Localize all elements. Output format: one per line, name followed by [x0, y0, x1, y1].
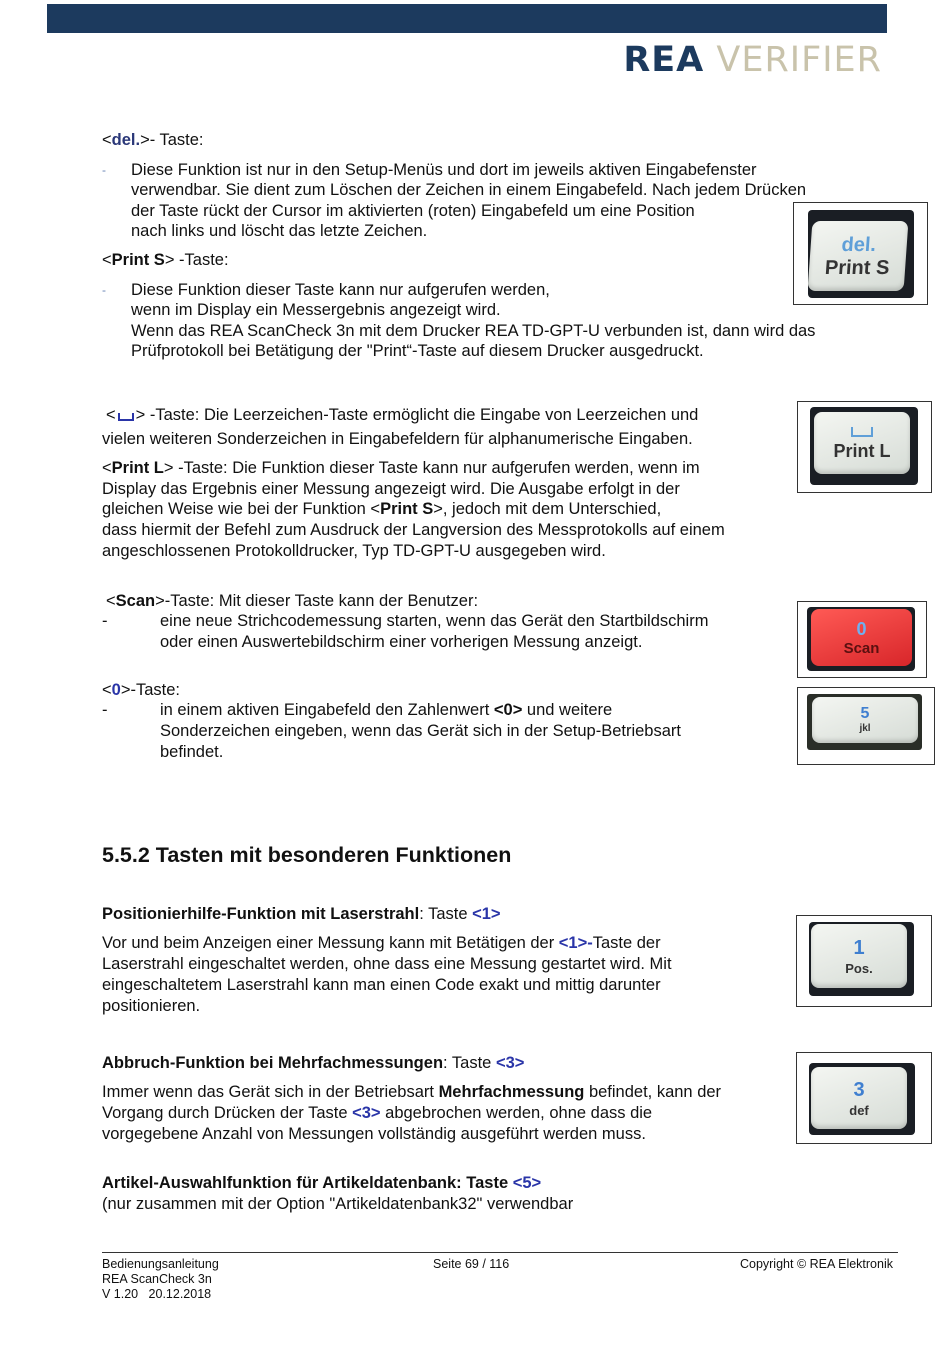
printl-text: >, jedoch mit dem Unterschied, — [433, 500, 662, 518]
prints-line-4: Prüfprotokoll bei Betätigung der "Print“-Taste auf diesem Drucker ausgedruckt. — [131, 342, 704, 360]
footer-doc-type: Bedienungsanleitung — [102, 1257, 219, 1271]
zero-key-name: 0 — [111, 681, 121, 699]
article-line-2: (nur zusammen mit der Option "Artikeldatenbank32" verwendbar — [102, 1195, 574, 1213]
del-print-s-key-image — [793, 202, 928, 305]
zero-line-3: befindet. — [160, 743, 224, 761]
del-print-s-key — [808, 221, 909, 291]
prints-line-1: Diese Funktion dieser Taste kann nur aufgerufen werden, — [131, 281, 550, 299]
pos-text: Vor und beim Anzeigen einer Messung kann mit Betätigen der — [102, 934, 559, 952]
printl-line-4: dass hiermit der Befehl zum Ausdruck der Langversion des Messprotokolls auf einem — [102, 521, 725, 539]
header-bar — [47, 4, 887, 33]
zero-text: in einem aktiven Eingabefeld den Zahlenwert — [160, 701, 494, 719]
space-symbol-icon — [851, 427, 873, 437]
pos-text: Taste der — [592, 934, 661, 952]
del-suffix: - Taste: — [149, 131, 204, 149]
printl-line-2: Display das Ergebnis einer Messung angezeigt wird. Die Ausgabe erfolgt in der — [102, 480, 680, 498]
pos-line-1 — [102, 933, 661, 954]
key-label-bottom: Scan — [843, 639, 880, 657]
pos-line-3: eingeschaltetem Laserstrahl kann man einen Code exakt und mittig darunter — [102, 976, 661, 994]
bullet-dash: - — [102, 701, 108, 719]
footer-product: REA ScanCheck 3n — [102, 1272, 212, 1286]
bracket-open: < — [106, 406, 116, 424]
scan-text: -Taste: Mit dieser Taste kann der Benutzer: — [164, 592, 479, 610]
printl-key-name: Print L — [111, 459, 164, 477]
footer-divider — [102, 1252, 898, 1253]
key-label-top: del. — [840, 233, 877, 256]
bracket-close: > — [120, 681, 131, 699]
bracket-open: < — [102, 459, 112, 477]
bracket-open: < — [102, 681, 112, 699]
scan-line-1: eine neue Strichcodemessung starten, wenn das Gerät den Startbildschirm — [160, 612, 709, 630]
pos-title-bold: Positionierhilfe-Funktion mit Laserstrahl — [102, 905, 420, 923]
three-key-image — [796, 1052, 932, 1144]
del-key-name: del. — [111, 131, 141, 149]
zero-text: -Taste: — [130, 681, 180, 699]
bracket-close: > — [135, 406, 146, 424]
one-key-image — [796, 915, 932, 1007]
abort-text: Vorgang durch Drücken der Taste — [102, 1104, 353, 1122]
brand-bold: REA — [623, 40, 705, 80]
del-line-4: nach links und löscht das letzte Zeichen. — [131, 222, 428, 240]
zero-heading — [102, 680, 180, 701]
key-label-top: 0 — [856, 618, 867, 639]
scan-key-image — [797, 601, 927, 678]
abort-title-bold: Abbruch-Funktion bei Mehrfachmessungen — [102, 1054, 444, 1072]
footer-copyright: Copyright © REA Elektronik — [739, 1257, 893, 1271]
brand-light: VERIFIER — [716, 40, 882, 80]
scan-key — [811, 609, 912, 666]
key-label-top: 3 — [853, 1078, 865, 1101]
prints-suffix: -Taste: — [174, 251, 229, 269]
abort-key-ref: <3> — [352, 1104, 381, 1122]
article-title — [102, 1173, 541, 1194]
abort-text: Immer wenn das Gerät sich in der Betriebsart — [102, 1083, 439, 1101]
space-text: -Taste: Die Leerzeichen-Taste ermöglicht die Eingabe von Leerzeichen und — [145, 406, 699, 424]
pos-title — [102, 904, 501, 925]
key-label-bottom: jkl — [859, 723, 871, 734]
key-label-bottom: Pos. — [845, 960, 873, 976]
key-label-top: 5 — [860, 705, 870, 722]
bracket-open: < — [102, 251, 112, 269]
bracket-close: > — [140, 131, 150, 149]
abort-text: abgebrochen werden, ohne dass die — [380, 1104, 653, 1122]
zero-text: und weitere — [522, 701, 613, 719]
printl-text: gleichen Weise wie bei der Funktion < — [102, 500, 381, 518]
footer-page-number: Seite 69 / 116 — [433, 1257, 510, 1271]
del-line-3: der Taste rückt der Cursor im aktivierten (roten) Eingabefeld um eine Position — [131, 202, 695, 220]
del-line-1: Diese Funktion ist nur in den Setup-Menüs und dort im jeweils aktiven Eingabefenster — [131, 161, 757, 179]
bracket-close: > — [155, 592, 165, 610]
prints-line-3: Wenn das REA ScanCheck 3n mit dem Drucker REA TD-GPT-U verbunden ist, dann wird das — [131, 322, 816, 340]
space-symbol-icon — [118, 413, 134, 421]
one-key — [811, 924, 907, 988]
abort-line-1 — [102, 1082, 721, 1103]
abort-title-rest: : Taste — [443, 1054, 496, 1072]
prints-line-2: wenn im Display ein Messergebnis angezeigt wird. — [131, 301, 501, 319]
del-line-2: verwendbar. Sie dient zum Löschen der Zeichen in einem Eingabefeld. Nach jedem Drücken — [131, 181, 807, 199]
abort-title — [102, 1053, 524, 1074]
pos-line-2: Laserstrahl eingeschaltet werden, ohne dass eine Messung gestartet wird. Mit — [102, 955, 672, 973]
printl-line-1 — [102, 458, 700, 479]
zero-line-2: Sonderzeichen eingeben, wenn das Gerät sich in der Setup-Betriebsart — [160, 722, 681, 740]
bullet-dash: - — [102, 163, 106, 177]
bullet-dash: - — [102, 283, 106, 297]
key-label-top: 1 — [853, 936, 865, 959]
space-line-2: vielen weiteren Sonderzeichen in Eingabefeldern für alphanumerische Eingaben. — [102, 430, 693, 448]
space-line-1 — [106, 405, 698, 426]
prints-key-name: Print S — [111, 251, 165, 269]
del-heading — [102, 130, 204, 151]
key-label-bottom: Print S — [824, 256, 891, 279]
bracket-open: < — [106, 592, 116, 610]
printl-line-3 — [102, 499, 661, 520]
print-l-key-image — [797, 401, 932, 493]
key-label-bottom: def — [849, 1102, 869, 1118]
article-title-bold: Artikel-Auswahlfunktion für Artikeldatenbank: Taste — [102, 1174, 513, 1192]
pos-title-rest: : Taste — [419, 905, 473, 923]
brand-logo — [623, 40, 882, 80]
bracket-close: > — [163, 459, 174, 477]
prints-heading — [102, 250, 229, 271]
abort-title-key: <3> — [495, 1054, 525, 1072]
scan-line-2: oder einen Auswertebildschirm einer vorherigen Messung anzeigt. — [160, 633, 643, 651]
bullet-dash: - — [102, 612, 108, 630]
pos-key-ref: <1>- — [558, 934, 593, 952]
footer-version: V 1.20 20.12.2018 — [102, 1287, 212, 1301]
print-l-key — [814, 412, 910, 474]
pos-title-key: <1> — [472, 905, 501, 923]
abort-line-2 — [102, 1103, 652, 1124]
prints-ref: Print S — [380, 500, 434, 518]
zero-key-ref: <0> — [493, 701, 523, 719]
five-key — [812, 697, 918, 743]
three-key — [811, 1067, 907, 1129]
section-heading: 5.5.2 Tasten mit besonderen Funktionen — [102, 843, 512, 867]
article-title-key: <5> — [512, 1174, 542, 1192]
abort-line-3: vorgegebene Anzahl von Messungen vollständig ausgeführt werden muss. — [102, 1125, 646, 1143]
abort-bold: Mehrfachmessung — [438, 1083, 585, 1101]
pos-line-4: positionieren. — [102, 997, 201, 1015]
printl-text: -Taste: Die Funktion dieser Taste kann nur aufgerufen werden, wenn im — [173, 459, 700, 477]
printl-line-5: angeschlossenen Protokolldrucker, Typ TD-GPT-U ausgegeben wird. — [102, 542, 606, 560]
scan-heading — [106, 591, 478, 612]
zero-line-1 — [160, 700, 612, 721]
bracket-open: < — [102, 131, 112, 149]
five-key-image — [797, 687, 935, 765]
scan-key-name: Scan — [115, 592, 156, 610]
abort-text: befindet, kann der — [584, 1083, 722, 1101]
bracket-close: > — [164, 251, 175, 269]
key-label-bottom: Print L — [833, 440, 891, 461]
